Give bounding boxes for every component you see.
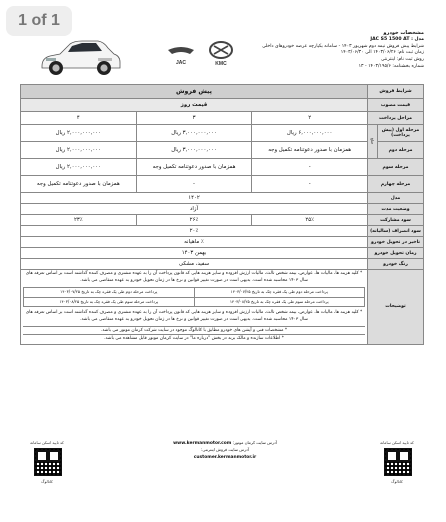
fourth-payment-label: مرحله چهارم	[368, 176, 424, 193]
sales-site-link[interactable]: customer.kermanmotor.ir	[193, 454, 257, 460]
schedule-cell: پرداخت مرحله سوم طی یک فقره چک به تاریخ ۱۴۰۳/۰۸/۲۵	[194, 297, 365, 307]
price-change-label: سود انصراف (سالیانه)	[368, 226, 424, 237]
first-payment-label: مرحله اول (پیش پرداخت)	[378, 125, 424, 142]
notes-cell	[21, 270, 368, 345]
table-row	[21, 85, 424, 99]
status-value: آزاد	[21, 204, 368, 215]
condition-label: شرایط فروش	[368, 85, 424, 99]
second-payment-cell: ۳,۰۰۰,۰۰۰,۰۰۰ ریال	[136, 142, 252, 159]
first-payment-cell: ۲,۰۰۰,۰۰۰,۰۰۰ ریال	[21, 125, 137, 142]
kmc-logo-text: KMC	[215, 61, 227, 67]
second-payment-label: مرحله دوم	[378, 142, 424, 159]
profit-cell: ۲۵٪	[252, 215, 368, 226]
delivery-value: بهمن ۱۴۰۳	[21, 248, 368, 259]
table-row	[21, 142, 424, 159]
qr-code-right-icon[interactable]	[384, 448, 412, 476]
profit-label: سود مشارکت	[368, 215, 424, 226]
color-label: رنگ خودرو	[368, 259, 424, 270]
model-year-value: ۱۴۰۲	[21, 193, 368, 204]
jac-logo-icon	[166, 42, 196, 68]
notes-label: توضیحات	[368, 270, 424, 345]
payment-schedule-box	[23, 287, 365, 307]
document-footer	[20, 438, 424, 498]
header-info	[228, 30, 424, 71]
stage-cell: ۲	[252, 112, 368, 125]
table-row	[21, 159, 424, 176]
stage-cell: ۴	[21, 112, 137, 125]
header-model: مدل : JAC S5 1500 AT	[370, 36, 424, 42]
schedule-cell: پرداخت مرحله سوم طی یک فقره چک به تاریخ ۱۴۰۳/۰۸/۲۵	[24, 297, 195, 307]
stage-cell: ۳	[136, 112, 252, 125]
header-line-1: شرایط پیش فروش نیمه دوم شهریور ۱۴۰۳ - سامانه یکپارچه عرضه خودروهای داخلی	[262, 43, 424, 49]
table-row	[21, 248, 424, 259]
website-link[interactable]: www.kermanmotor.com	[173, 441, 232, 446]
payment-stage-label: مراحل پرداخت	[368, 112, 424, 125]
note-3: * مشخصات فنی و آپشن های خودرو مطابق با کاتالوگ موجود در سایت شرکت کرمان موتور می باشد.	[23, 326, 365, 335]
page-indicator: 1 of 1	[6, 6, 72, 36]
schedule-cell: پرداخت مرحله دوم طی یک فقره چک به تاریخ ۱۴۰۳/۰۷/۲۵	[194, 288, 365, 298]
table-row	[21, 193, 424, 204]
table-row	[21, 226, 424, 237]
table-row	[21, 204, 424, 215]
fourth-payment-cell: -	[136, 176, 252, 193]
table-row	[21, 99, 424, 112]
third-payment-cell: ۲,۰۰۰,۰۰۰,۰۰۰ ریال	[21, 159, 137, 176]
profit-cell: ۲۶٪	[136, 215, 252, 226]
table-row	[21, 259, 424, 270]
price-value: قیمت روز	[21, 99, 368, 112]
status-label: وضعیت مدت	[368, 204, 424, 215]
color-value: سفید، مشکی	[21, 259, 368, 270]
document-header	[0, 0, 446, 80]
footer-site-label: آدرس سایت کرمان موتور:	[232, 440, 277, 445]
section-title: پیش فروش	[21, 85, 368, 99]
footer-contact	[170, 440, 280, 461]
second-payment-cell: ۲,۰۰۰,۰۰۰,۰۰۰ ریال	[21, 142, 137, 159]
qr-left-caption-bottom: کاتالوگ	[41, 479, 53, 484]
second-payment-cell: همزمان با صدور دعوتنامه تکمیل وجه	[252, 142, 368, 159]
delay-label: تاخیر در تحویل خودرو	[368, 237, 424, 248]
fourth-payment-cell: همزمان با صدور دعوتنامه تکمیل وجه	[21, 176, 137, 193]
header-line-2: زمان ثبت نام: ۱۴۰۳/۰۶/۲۶ الی ۱۴۰۳/۰۶/۳۰	[340, 50, 424, 56]
car-image	[38, 32, 122, 78]
table-row	[21, 176, 424, 193]
note-1: * کلیه هزینه ها، مالیات ها، عوارض، بیمه شخص ثالث، مالیات ارزش افزوده و سایر هزینه هایی که قانون پرداخت آن را به عهده مشتری و مصرف کننده گذاشته است بر اساس تعرفه های سال ۱۴۰۳ محاسبه شده است. بدیهی است در صورت تغییر قوانین و نرخ ها در زمان تحویل خودرو به عهده متقاضی می باشد.	[25, 271, 363, 283]
footer-sales-label: آدرس سایت فروش اینترنتی:	[201, 447, 249, 453]
third-payment-cell: -	[252, 159, 368, 176]
qr-right-caption-top: کد تایید اسکن سامانه	[380, 440, 414, 445]
note-4: * اطلاعات سازنده و مالک برند در بخش "درباره ما" در سایت کرمان موتور قابل مشاهده می باشد.	[23, 334, 365, 343]
delivery-label: زمان تحویل خودرو	[368, 248, 424, 259]
fourth-payment-cell: -	[252, 176, 368, 193]
price-label: قیمت مصوب	[368, 99, 424, 112]
payment-vertical-label: مبلغ	[368, 125, 378, 159]
profit-cell: ۲۳٪	[21, 215, 137, 226]
qr-right-caption-bottom: کاتالوگ	[391, 479, 403, 484]
qr-left-caption-top: کد تایید اسکن سامانه	[30, 440, 64, 445]
delay-value: ٪ ماهیانه	[21, 237, 368, 248]
jac-logo-text: JAC	[175, 60, 187, 66]
table-row	[21, 125, 424, 142]
header-line-4: شماره بخشنامه: ۱۴۰۳/۱۹۵/۶ - ۱۳	[358, 63, 424, 69]
third-payment-label: مرحله سوم	[368, 159, 424, 176]
qr-code-left-icon[interactable]	[34, 448, 62, 476]
schedule-cell: پرداخت مرحله دوم طی یک فقره چک به تاریخ ۱۴۰۳/۰۷/۲۵	[24, 288, 195, 298]
header-title: مشخصات خودرو	[383, 30, 424, 36]
table-row	[21, 270, 424, 345]
note-2: * کلیه هزینه ها، مالیات ها، عوارض، بیمه شخص ثالث، مالیات ارزش افزوده و سایر هزینه هایی که قانون پرداخت آن را به عهده مشتری و مصرف کننده گذاشته است بر اساس تعرفه های سال ۱۴۰۳ محاسبه شده است. بدیهی است در صورت تغییر قوانین و نرخ ها در زمان تحویل خودرو به عهده متقاضی می باشد.	[25, 310, 363, 322]
first-payment-cell: ۳,۰۰۰,۰۰۰,۰۰۰ ریال	[136, 125, 252, 142]
third-payment-cell: همزمان با صدور دعوتنامه تکمیل وجه	[136, 159, 252, 176]
table-row	[21, 215, 424, 226]
model-year-label: مدل	[368, 193, 424, 204]
sales-conditions-table	[20, 84, 424, 345]
table-row	[21, 237, 424, 248]
header-line-3: روش ثبت نام: اینترنتی	[380, 57, 424, 63]
first-payment-cell: ۶,۰۰۰,۰۰۰,۰۰۰ ریال	[252, 125, 368, 142]
price-change-value: ۲۰٪	[21, 226, 368, 237]
table-row	[21, 112, 424, 125]
